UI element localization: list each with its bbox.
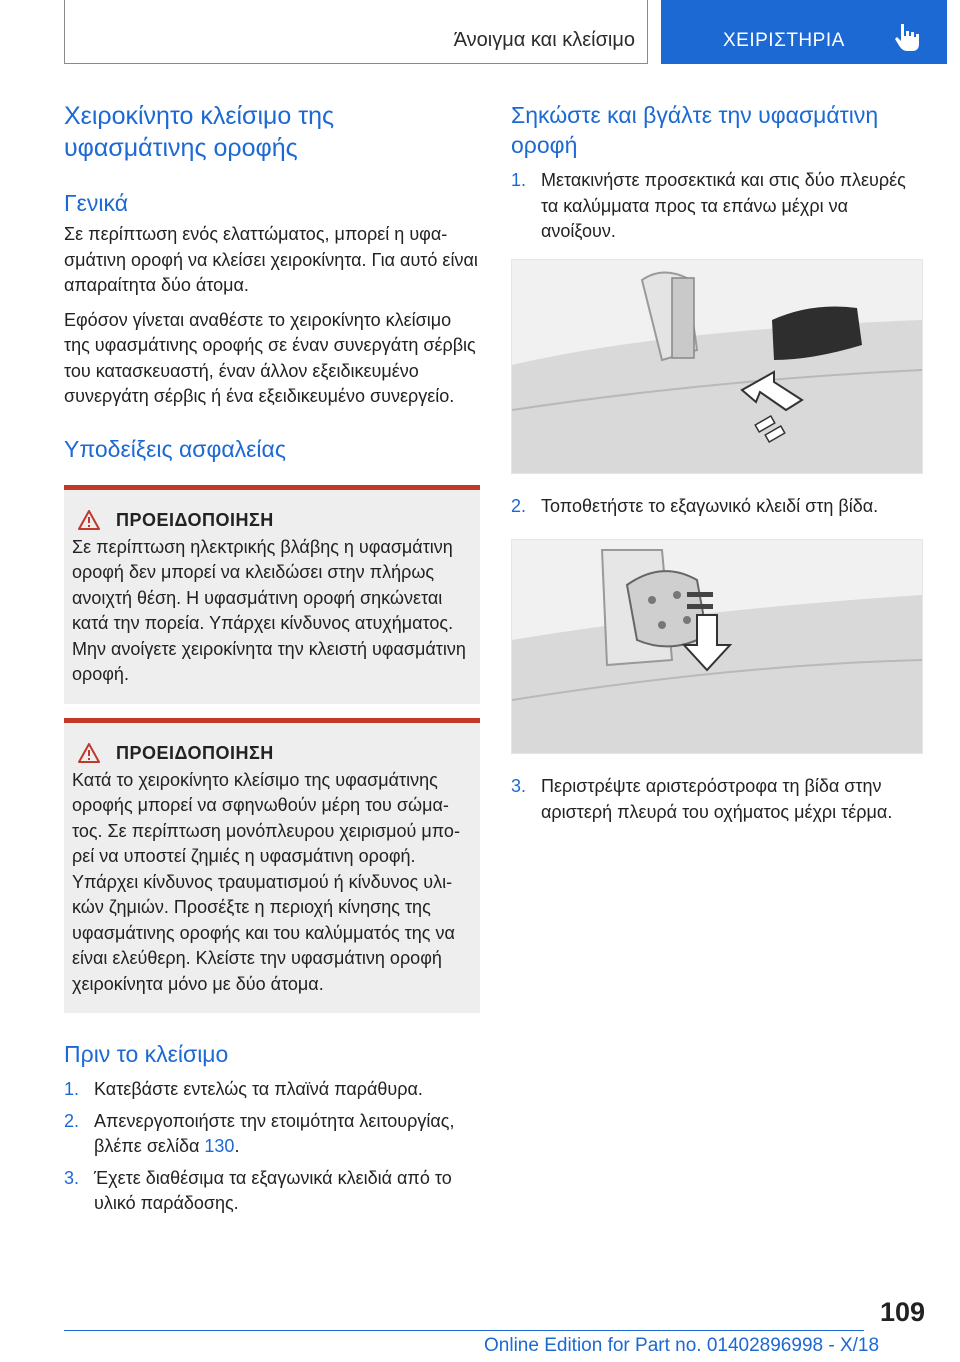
tab-label: ΧΕΙΡΙΣΤΗΡΙΑ	[723, 30, 845, 51]
warning-text-2: Κατά το χειροκίνητο κλείσιμο της υφασμάτινης οροφής μπορεί να σφηνωθούν μέρη του σώματος. Σε περίπτωση μονόπλευρου χειρισμού μπορεί να υποστεί ζημιές η υφασμάτινη οροφή. Υπάρχει κίνδυνος τραυματισμού ή κίνδυνος υλικών ζημιών. Προσέξτε η περιοχή κίνησης της υφασμάτινης οροφής και του καλύμματός της να είναι ελεύθερη. Κλείστε την υφασμάτινη οροφή χειροκίνητα μόνο με δύο άτομα.	[72, 769, 460, 994]
illustration-hex-key	[511, 539, 923, 754]
right-column	[511, 100, 923, 825]
illustration-cover-open	[511, 259, 923, 474]
header-section-box	[64, 0, 648, 64]
remove-roof-steps	[511, 168, 923, 245]
safety-heading: Υποδείξεις ασφαλείας	[64, 435, 286, 462]
list-item: 1. Μετακινήστε προσεκτικά και στις δύο πλευρές τα καλύμματα προς τα επάνω μέχρι να ανοίξουν.	[511, 170, 906, 241]
warning-triangle-icon	[78, 510, 100, 530]
warning-box-2	[64, 718, 480, 1014]
list-item: 1. Κατεβάστε εντελώς τα πλαϊνά παράθυρα.	[64, 1079, 423, 1099]
list-item: 2. Τοποθετήστε το εξαγωνικό κλειδί στη βίδα.	[511, 495, 879, 516]
warning-triangle-icon	[78, 743, 100, 763]
remove-roof-heading: Σηκώστε και βγάλτε την υφασμάτινη οροφή	[511, 102, 879, 158]
page-number: 109	[880, 1297, 926, 1327]
general-paragraph-2: Εφόσον γίνεται αναθέστε το χειροκίνητο κλείσιμο της υφασμάτινης οροφής σε έναν συνεργάτη σέρβις του κατασκευαστή, έναν άλλον εξειδικευμένο συνεργάτη σέρβις ή ένα εξειδικευμένο συνεργείο.	[64, 309, 476, 406]
footer-divider	[64, 1330, 864, 1331]
footer-edition: Online Edition for Part no. 01402896998 - X/18	[484, 1335, 880, 1356]
warning-box-1	[64, 485, 480, 704]
before-closing-list	[64, 1077, 480, 1217]
warning-title-text-1: ΠΡΟΕΙΔΟΠΟΙΗΣΗ	[116, 509, 274, 530]
before-closing-heading: Πριν το κλείσιμο	[64, 1041, 229, 1067]
warning-title-text-2: ΠΡΟΕΙΔΟΠΟΙΗΣΗ	[116, 742, 274, 763]
warning-title-2	[72, 743, 472, 764]
general-heading: Γενικά	[64, 190, 129, 216]
tab-controls[interactable]	[661, 0, 947, 64]
warning-title-1	[72, 510, 472, 531]
list-item: 3. Έχετε διαθέσιμα τα εξαγωνικά κλειδιά από το υλικό παράδοσης.	[64, 1167, 452, 1213]
section-title: Άνοιγμα και κλείσιμο	[453, 29, 635, 51]
list-item: 3. Περιστρέψτε αριστερόστροφα τη βίδα στην αριστερή πλευρά του οχήματος μέχρι τέρμα.	[511, 776, 893, 822]
hand-pointer-icon	[893, 22, 921, 57]
warning-text-1: Σε περίπτωση ηλεκτρικής βλάβης η υφασμάτινη οροφή δεν μπορεί να κλειδώσει στην πλήρως ανοιχτή θέση. Η υφασμάτινη οροφή σηκώνεται κατά την πορεία. Υπάρχει κίνδυνος ατυχήματος. Μην ανοίγετε χειροκίνητα την κλειστή υφασμάτινη οροφή.	[72, 536, 466, 684]
list-item: 2. Απενεργοποιήστε την ετοιμότητα λειτουργίας, βλέπε σελίδα 130.	[64, 1110, 455, 1156]
left-column	[64, 100, 480, 1217]
main-title: Χειροκίνητο κλείσιμο της υφασμάτινης οροφής	[64, 102, 335, 162]
page-reference-link[interactable]: 130	[204, 1136, 235, 1156]
general-paragraph-1: Σε περίπτωση ενός ελαττώματος, μπορεί η υφασμάτινη οροφή να κλείσει χειροκίνητα. Για αυτό είναι απαραίτητα δύο άτομα.	[64, 224, 478, 295]
